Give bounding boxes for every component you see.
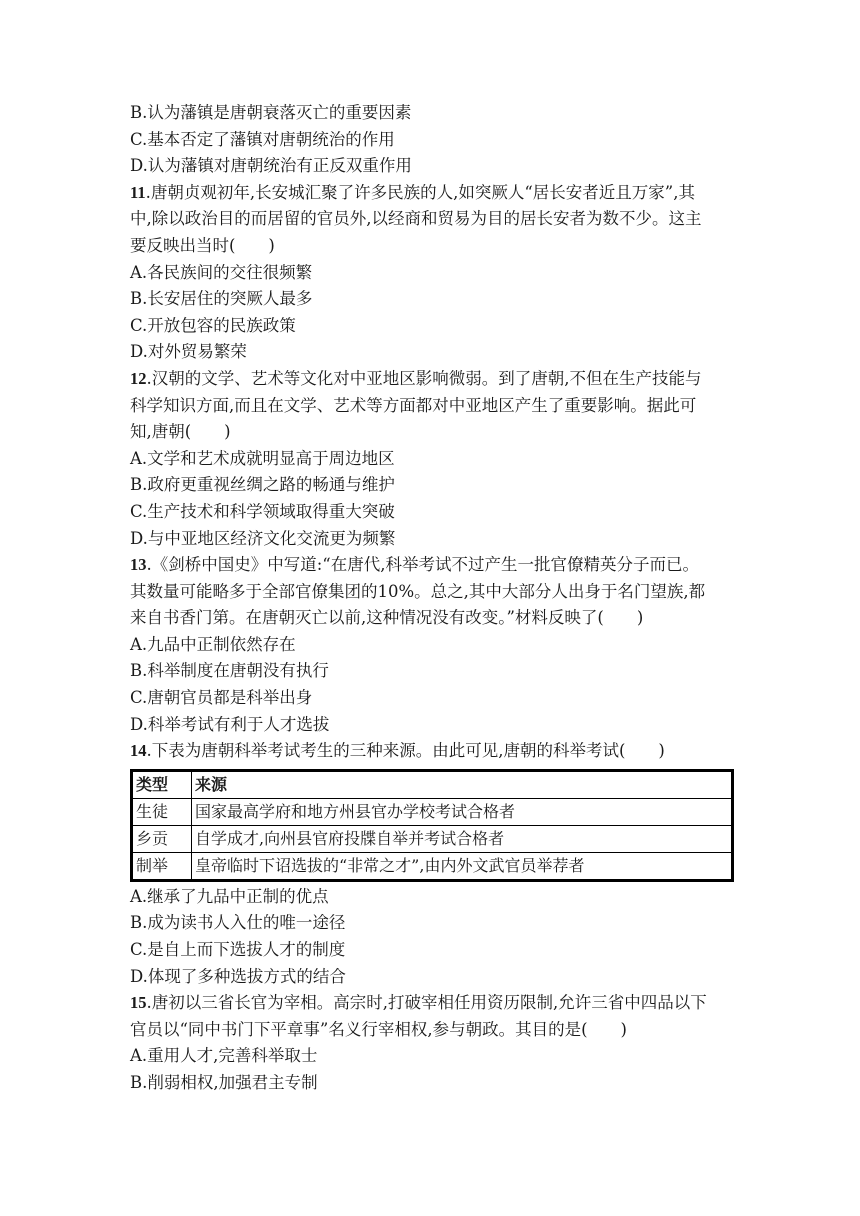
option-d[interactable]: D.与中亚地区经济文化交流更为频繁 xyxy=(130,528,396,548)
question-stem xyxy=(130,366,740,393)
table-row xyxy=(132,798,733,825)
stem-line: 知,唐朝( ) xyxy=(130,422,231,442)
question-stem xyxy=(130,180,740,207)
question-stem xyxy=(130,738,740,765)
question-number: 14 xyxy=(130,741,147,761)
table-cell-type: 制举 xyxy=(132,852,192,880)
option-c[interactable]: C.是自上而下选拔人才的制度 xyxy=(130,940,346,960)
stem-line: .《剑桥中国史》中写道:“在唐代,科举考试不过产生一批官僚精英分子而已。 xyxy=(146,555,699,575)
stem-line: 中,除以政治目的而居留的官员外,以经商和贸易为目的居长安者为数不少。这主 xyxy=(130,209,702,229)
table-cell-source: 国家最高学府和地方州县官办学校考试合格者 xyxy=(192,798,733,825)
previous-question-options xyxy=(130,100,740,180)
stem-line: .唐朝贞观初年,长安城汇聚了许多民族的人,如突厥人“居长安者近且万家”,其 xyxy=(145,182,695,202)
option-a[interactable]: A.九品中正制依然存在 xyxy=(130,634,296,654)
option-b[interactable]: B.政府更重视丝绸之路的畅通与维护 xyxy=(130,475,395,495)
table-row xyxy=(132,825,733,852)
stem-line: 其数量可能略多于全部官僚集团的10%。总之,其中大部分人出身于名门望族,都 xyxy=(130,581,706,601)
option-b[interactable]: B.认为藩镇是唐朝衰落灭亡的重要因素 xyxy=(130,103,412,122)
exam-sources-table xyxy=(130,769,734,882)
table-cell-source: 自学成才,向州县官府投牒自举并考试合格者 xyxy=(192,825,733,852)
question-11 xyxy=(130,180,740,366)
table-header-row xyxy=(132,770,733,798)
option-a[interactable]: A.文学和艺术成就明显高于周边地区 xyxy=(130,448,395,468)
document-page xyxy=(130,100,740,1097)
option-a[interactable]: A.继承了九品中正制的优点 xyxy=(130,886,329,906)
question-stem xyxy=(130,990,740,1017)
stem-line: 来自书香门第。在唐朝灭亡以前,这种情况没有改变。”材料反映了( ) xyxy=(130,608,644,628)
option-d[interactable]: D.体现了多种选拔方式的结合 xyxy=(130,966,346,986)
option-b[interactable]: B.科举制度在唐朝没有执行 xyxy=(130,661,329,681)
option-c[interactable]: C.开放包容的民族政策 xyxy=(130,315,296,335)
header-cell-source: 来源 xyxy=(192,770,733,798)
stem-line: 科学知识方面,而且在文学、艺术等方面都对中亚地区产生了重要影响。据此可 xyxy=(130,395,697,415)
question-14 xyxy=(130,738,740,990)
header-cell-type: 类型 xyxy=(132,770,192,798)
option-d[interactable]: D.认为藩镇对唐朝统治有正反双重作用 xyxy=(130,156,412,176)
table-cell-type: 乡贡 xyxy=(132,825,192,852)
stem-line: .汉朝的文学、艺术等文化对中亚地区影响微弱。到了唐朝,不但在生产技能与 xyxy=(146,368,702,388)
question-15 xyxy=(130,990,740,1096)
stem-line: 官员以“同中书门下平章事”名义行宰相权,参与朝政。其目的是( ) xyxy=(130,1019,627,1039)
table-row xyxy=(132,852,733,880)
option-a[interactable]: A.重用人才,完善科举取士 xyxy=(130,1046,318,1066)
option-d[interactable]: D.科举考试有利于人才选拔 xyxy=(130,714,330,734)
option-b[interactable]: B.成为读书人入仕的唯一途径 xyxy=(130,913,346,933)
option-b[interactable]: B.削弱相权,加强君主专制 xyxy=(130,1073,318,1092)
stem-line: .下表为唐朝科举考试考生的三种来源。由此可见,唐朝的科举考试( ) xyxy=(146,741,665,761)
question-stem xyxy=(130,552,740,579)
option-c[interactable]: C.生产技术和科学领域取得重大突破 xyxy=(130,501,395,521)
question-12 xyxy=(130,366,740,552)
option-a[interactable]: A.各民族间的交往很频繁 xyxy=(130,262,313,282)
option-b[interactable]: B.长安居住的突厥人最多 xyxy=(130,289,313,309)
stem-line: .唐初以三省长官为宰相。高宗时,打破宰相任用资历限制,允许三省中四品以下 xyxy=(146,993,707,1013)
table-cell-source: 皇帝临时下诏选拔的“非常之才”,由内外文武官员举荐者 xyxy=(192,852,733,880)
question-number: 12 xyxy=(130,368,147,388)
question-number: 15 xyxy=(130,993,147,1013)
option-d[interactable]: D.对外贸易繁荣 xyxy=(130,342,247,362)
table-cell-type: 生徒 xyxy=(132,798,192,825)
option-c[interactable]: C.唐朝官员都是科举出身 xyxy=(130,688,313,708)
question-13 xyxy=(130,552,740,738)
option-c[interactable]: C.基本否定了藩镇对唐朝统治的作用 xyxy=(130,129,395,149)
stem-line: 要反映出当时( ) xyxy=(130,235,275,255)
question-number: 13 xyxy=(130,555,147,575)
question-number: 11 xyxy=(130,182,146,202)
